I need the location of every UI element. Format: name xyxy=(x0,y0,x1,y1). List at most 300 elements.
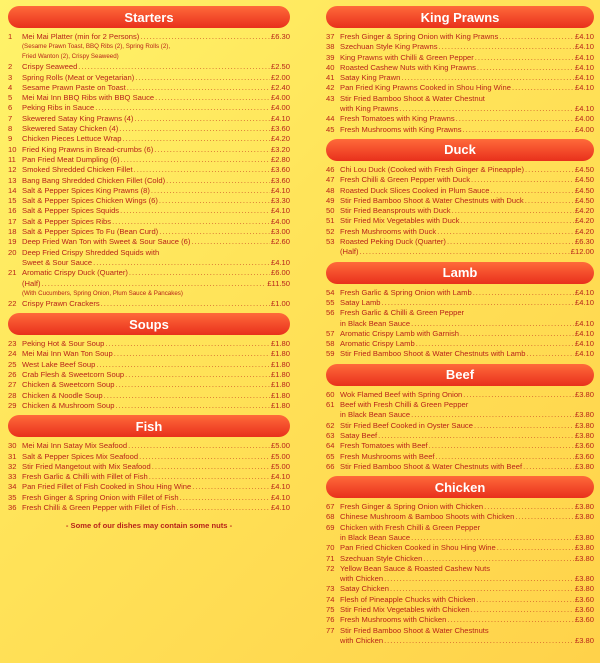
item-price: £4.10 xyxy=(574,42,594,52)
item-price: £4.20 xyxy=(574,226,594,236)
menu-item xyxy=(326,595,594,605)
item-number: 32 xyxy=(8,461,17,471)
section-header-chicken: Chicken xyxy=(326,476,594,498)
item-price: £3.60 xyxy=(574,441,594,451)
item-name: Chicken Pieces Lettuce Wrap xyxy=(22,134,122,144)
item-price: £4.10 xyxy=(574,328,594,338)
item-name: Crab Flesh & Sweetcorn Soup xyxy=(22,370,125,380)
menu-item-continuation xyxy=(326,247,594,257)
item-number: 71 xyxy=(326,553,335,563)
leader-dots xyxy=(515,512,574,522)
item-name: Fresh Garlic & Chilli with Fillet of Fish xyxy=(22,472,148,482)
leader-dots xyxy=(384,574,574,584)
menu-item xyxy=(326,298,594,308)
item-name: Pan Fried King Prawns Cooked in Shou Hing Wine xyxy=(340,83,511,93)
menu-item xyxy=(8,370,290,380)
item-price: £4.10 xyxy=(574,32,594,41)
item-number: 3 xyxy=(8,72,13,82)
menu-item xyxy=(8,114,290,124)
menu-item xyxy=(326,329,594,339)
item-name: Pan Fried Meat Dumpling (6) xyxy=(22,154,120,164)
menu-item xyxy=(8,391,290,401)
item-name: Flesh of Pineapple Chucks with Chicken xyxy=(340,594,476,604)
item-name: in Black Bean Sauce xyxy=(340,318,411,328)
menu-item xyxy=(8,462,290,472)
item-number: 43 xyxy=(326,93,335,103)
leader-dots xyxy=(135,73,270,83)
item-price: £4.20 xyxy=(270,134,290,144)
item-name: Stir Fried Bamboo Shoot & Water Chestnuts with Duck xyxy=(340,195,524,205)
menu-item xyxy=(326,175,594,185)
leader-dots xyxy=(447,615,574,625)
item-name: Aromatic Crispy Lamb with Garnish xyxy=(340,328,460,338)
item-price: £5.00 xyxy=(270,451,290,461)
leader-dots xyxy=(134,165,270,175)
leader-dots xyxy=(140,32,270,42)
leader-dots xyxy=(463,390,574,400)
nuts-warning: - Some of our dishes may contain some nuts - xyxy=(65,521,233,531)
item-number: 21 xyxy=(8,268,17,278)
item-name: Sesame Prawn Paste on Toast xyxy=(22,82,126,92)
item-price: £3.80 xyxy=(574,574,594,584)
leader-dots xyxy=(436,452,574,462)
item-number: 7 xyxy=(8,113,13,123)
menu-item xyxy=(326,206,594,216)
item-name: Satay Chicken xyxy=(340,584,389,594)
section-beef xyxy=(326,364,594,472)
item-name: with Chicken xyxy=(340,635,384,645)
item-price: £4.00 xyxy=(270,216,290,226)
menu-item xyxy=(8,452,290,462)
item-number: 47 xyxy=(326,175,335,185)
item-price: £3.80 xyxy=(574,532,594,542)
menu-item xyxy=(8,145,290,155)
menu-item xyxy=(8,165,290,175)
menu-item xyxy=(326,564,594,574)
item-price: £4.10 xyxy=(270,257,290,267)
menu-item xyxy=(326,441,594,451)
item-price: £3.60 xyxy=(270,165,290,175)
item-number: 23 xyxy=(8,339,17,349)
leader-dots xyxy=(166,176,270,186)
item-price: £3.80 xyxy=(574,461,594,471)
menu-item xyxy=(326,554,594,564)
item-price: £4.10 xyxy=(574,83,594,93)
item-number: 60 xyxy=(326,389,335,399)
menu-item xyxy=(326,94,594,104)
menu-item xyxy=(326,216,594,226)
leader-dots xyxy=(101,299,270,309)
item-name: Crispy Prawn Crackers xyxy=(22,298,100,308)
menu-item xyxy=(8,299,290,309)
leader-dots xyxy=(191,237,270,247)
item-number: 69 xyxy=(326,522,335,532)
item-price: £3.80 xyxy=(574,430,594,440)
item-price: £3.80 xyxy=(574,635,594,645)
item-name: Aromatic Crispy Duck (Quarter) xyxy=(22,268,128,278)
leader-dots xyxy=(423,554,574,564)
menu-item xyxy=(8,93,290,103)
leader-dots xyxy=(192,482,270,492)
leader-dots xyxy=(475,53,574,63)
item-price: £1.00 xyxy=(270,298,290,308)
item-number: 13 xyxy=(8,175,17,185)
menu-item xyxy=(8,441,290,451)
leader-dots xyxy=(474,421,574,431)
item-number: 55 xyxy=(326,297,335,307)
menu-item xyxy=(326,83,594,93)
item-price: £3.80 xyxy=(574,502,594,512)
leader-dots xyxy=(155,93,270,103)
item-price: £4.00 xyxy=(270,103,290,113)
item-name: Fresh Garlic & Chilli & Green Pepper xyxy=(340,308,465,318)
menu-item xyxy=(326,63,594,73)
item-number: 68 xyxy=(326,512,335,522)
menu-item xyxy=(8,32,290,42)
leader-dots xyxy=(523,462,574,472)
leader-dots xyxy=(484,502,574,512)
menu-item xyxy=(326,523,594,533)
item-number: 11 xyxy=(8,154,16,164)
item-number: 46 xyxy=(326,164,335,174)
menu-item xyxy=(8,73,290,83)
menu-item xyxy=(8,227,290,237)
menu-item-continuation xyxy=(326,410,594,420)
item-name: Fresh Mushrooms with Chicken xyxy=(340,615,447,625)
leader-dots xyxy=(525,196,574,206)
leader-dots xyxy=(78,62,270,72)
item-price: £3.80 xyxy=(574,584,594,594)
leader-dots xyxy=(390,584,574,594)
item-name: Stir Fried Mix Vegetables with Duck xyxy=(340,216,460,226)
item-price: £4.10 xyxy=(574,349,594,359)
item-number: 62 xyxy=(326,420,335,430)
section-header-king-prawns: King Prawns xyxy=(326,6,594,28)
item-price: £4.10 xyxy=(574,104,594,114)
item-name: Salt & Pepper Spices Chicken Wings (6) xyxy=(22,196,158,206)
section-header-fish: Fish xyxy=(8,415,290,437)
menu-item xyxy=(8,401,290,411)
item-name: Stir Fried Bamboo Shoot & Water Chestnuts xyxy=(340,625,489,635)
item-number: 2 xyxy=(8,62,13,72)
menu-item-continuation xyxy=(326,104,594,114)
item-number: 31 xyxy=(8,451,17,461)
item-name: Chicken & Noodle Soup xyxy=(22,390,103,400)
item-number: 57 xyxy=(326,328,335,338)
leader-dots xyxy=(384,636,574,646)
item-price: £4.10 xyxy=(574,62,594,72)
menu-item xyxy=(8,176,290,186)
item-price: £3.60 xyxy=(574,615,594,625)
item-price: £4.10 xyxy=(574,339,594,349)
item-price: £1.80 xyxy=(270,390,290,400)
item-number: 53 xyxy=(326,237,335,247)
item-number: 52 xyxy=(326,226,335,236)
item-price: £3.80 xyxy=(574,553,594,563)
item-number: 54 xyxy=(326,287,335,297)
item-number: 22 xyxy=(8,298,17,308)
leader-dots xyxy=(112,217,270,227)
item-price: £3.80 xyxy=(574,543,594,553)
section-chicken xyxy=(326,476,594,646)
leader-dots xyxy=(134,114,270,124)
leader-dots xyxy=(128,441,270,451)
item-name: Fresh Tomatoes with Beef xyxy=(340,441,428,451)
item-number: 1 xyxy=(8,32,13,41)
item-price: £4.10 xyxy=(574,297,594,307)
leader-dots xyxy=(152,462,270,472)
item-number: 38 xyxy=(326,42,335,52)
item-name: with King Prawns xyxy=(340,104,399,114)
item-name: Fresh Mushrooms with Beef xyxy=(340,451,435,461)
item-price: £4.20 xyxy=(574,216,594,226)
leader-dots xyxy=(125,370,270,380)
item-number: 9 xyxy=(8,134,13,144)
menu-item xyxy=(326,308,594,318)
leader-dots xyxy=(151,186,270,196)
item-name: Chicken & Sweetcorn Soup xyxy=(22,380,115,390)
leader-dots xyxy=(180,493,270,503)
leader-dots xyxy=(121,155,270,165)
item-name: Chi Lou Duck (Cooked with Fresh Ginger & Pineapple) xyxy=(340,164,525,174)
item-price: £4.10 xyxy=(574,52,594,62)
item-price: £3.60 xyxy=(574,451,594,461)
item-price: £3.60 xyxy=(574,594,594,604)
item-price: £4.10 xyxy=(270,492,290,502)
item-name: Stir Fried Bamboo Shoot & Water Chestnuts with Lamb xyxy=(340,349,526,359)
item-name: Satay King Prawn xyxy=(340,73,401,83)
item-name: Salt & Pepper Spices To Fu (Bean Curd) xyxy=(22,227,159,237)
menu-item xyxy=(326,584,594,594)
item-number: 15 xyxy=(8,196,17,206)
item-price: £6.30 xyxy=(270,32,290,41)
leader-dots xyxy=(96,360,270,370)
item-number: 40 xyxy=(326,62,335,72)
leader-dots xyxy=(177,503,270,513)
item-note: (With Cucumbers, Spring Onion, Plum Sauce & Pancakes) xyxy=(22,289,183,297)
menu-item xyxy=(326,543,594,553)
item-price: £4.10 xyxy=(270,185,290,195)
menu-item xyxy=(8,83,290,93)
item-name: Salt & Pepper Spices Ribs xyxy=(22,216,112,226)
section-fish xyxy=(8,415,290,513)
item-price: £3.80 xyxy=(574,420,594,430)
item-price: £4.10 xyxy=(270,482,290,492)
item-price: £3.30 xyxy=(270,196,290,206)
item-number: 66 xyxy=(326,461,335,471)
menu-item xyxy=(8,380,290,390)
item-number: 59 xyxy=(326,349,335,359)
leader-dots xyxy=(512,83,574,93)
leader-dots xyxy=(525,165,574,175)
item-name: in Black Bean Sauce xyxy=(340,532,411,542)
leader-dots xyxy=(429,441,574,451)
item-number: 50 xyxy=(326,206,335,216)
menu-item xyxy=(326,196,594,206)
leader-dots xyxy=(439,42,574,52)
item-name: Salt & Pepper Spices Squids xyxy=(22,206,120,216)
item-number: 37 xyxy=(326,32,335,41)
item-price: £1.80 xyxy=(270,339,290,349)
item-name: Roasted Cashew Nuts with King Prawns xyxy=(340,62,476,72)
item-name: (Half) xyxy=(340,247,359,257)
item-name: King Prawns with Chilli & Green Pepper xyxy=(340,52,474,62)
item-number: 36 xyxy=(8,502,17,512)
item-number: 4 xyxy=(8,82,13,92)
leader-dots xyxy=(447,237,574,247)
item-name: Bang Bang Shredded Chicken Fillet (Cold) xyxy=(22,175,166,185)
menu-item xyxy=(326,73,594,83)
item-number: 10 xyxy=(8,144,17,154)
section-header-duck: Duck xyxy=(326,139,594,161)
item-number: 26 xyxy=(8,370,17,380)
item-name: Satay Beef xyxy=(340,430,378,440)
leader-dots xyxy=(42,279,267,289)
leader-dots xyxy=(159,227,270,237)
leader-dots xyxy=(154,145,270,155)
item-number: 63 xyxy=(326,430,335,440)
item-number: 33 xyxy=(8,472,17,482)
item-number: 76 xyxy=(326,615,335,625)
leader-dots xyxy=(416,339,574,349)
leader-dots xyxy=(115,401,270,411)
item-number: 64 xyxy=(326,441,335,451)
menu-item xyxy=(326,186,594,196)
item-price: £4.50 xyxy=(574,175,594,185)
item-price: £1.80 xyxy=(270,380,290,390)
item-price: £3.60 xyxy=(270,124,290,134)
menu-item xyxy=(326,42,594,52)
item-name: Fresh Ginger & Spring Onion with King Prawns xyxy=(340,32,499,41)
item-name: Szechuan Style Chicken xyxy=(340,553,423,563)
leader-dots xyxy=(378,431,574,441)
item-name: Fresh Tomatoes with King Prawns xyxy=(340,114,455,124)
leader-dots xyxy=(115,380,270,390)
leader-dots xyxy=(360,247,570,257)
item-name: Smoked Shredded Chicken Fillet xyxy=(22,165,133,175)
section-king-prawns xyxy=(326,6,594,135)
item-number: 39 xyxy=(326,52,335,62)
item-price: £6.30 xyxy=(574,237,594,247)
item-name: Skewered Satay King Prawns (4) xyxy=(22,113,134,123)
item-price: £4.10 xyxy=(270,113,290,123)
section-header-starters: Starters xyxy=(8,6,290,28)
item-name: Deep Fried Crispy Shredded Squids with xyxy=(22,247,160,257)
leader-dots xyxy=(401,73,574,83)
item-price: £3.60 xyxy=(270,175,290,185)
item-name: Fresh Ginger & Spring Onion with Chicken xyxy=(340,502,484,512)
section-lamb xyxy=(326,262,594,360)
menu-item xyxy=(8,349,290,359)
leader-dots xyxy=(471,605,574,615)
item-price: £3.20 xyxy=(270,144,290,154)
item-name: Stir Fried Mix Vegetables with Chicken xyxy=(340,605,470,615)
menu-item xyxy=(326,421,594,431)
section-header-beef: Beef xyxy=(326,364,594,386)
item-price: £4.00 xyxy=(574,114,594,124)
menu-item xyxy=(326,32,594,42)
section-starters xyxy=(8,6,290,309)
item-name: Mei Mai Platter (min for 2 Persons) xyxy=(22,32,140,41)
item-number: 74 xyxy=(326,594,335,604)
item-name: Mei Mai Inn BBQ Ribs with BBQ Sauce xyxy=(22,93,155,103)
item-price: £2.00 xyxy=(270,72,290,82)
item-name: Beef with Fresh Chilli & Green Pepper xyxy=(340,400,469,410)
leader-dots xyxy=(95,103,270,113)
item-name: Salt & Pepper Spices Mix Seafood xyxy=(22,451,139,461)
item-number: 56 xyxy=(326,308,335,318)
menu-item-continuation xyxy=(8,258,290,268)
item-price: £2.40 xyxy=(270,82,290,92)
leader-dots xyxy=(452,206,574,216)
menu-item xyxy=(8,339,290,349)
menu-item xyxy=(326,165,594,175)
leader-dots xyxy=(120,206,270,216)
item-price: £4.10 xyxy=(574,287,594,297)
item-name: Aromatic Crispy Lamb xyxy=(340,339,415,349)
menu-item xyxy=(326,462,594,472)
item-price: £3.80 xyxy=(574,389,594,399)
menu-item xyxy=(8,217,290,227)
item-number: 42 xyxy=(326,83,335,93)
menu-item xyxy=(8,103,290,113)
item-name: Stir Fried Bamboo Shoot & Water Chestnuts with Beef xyxy=(340,461,523,471)
item-note: Fried Wanton (2), Crispy Seaweed) xyxy=(22,53,119,61)
menu-item xyxy=(326,615,594,625)
item-name: Stir Fried Beansprouts with Duck xyxy=(340,206,451,216)
leader-dots xyxy=(526,349,574,359)
left-column xyxy=(8,6,290,530)
item-name: Fresh Garlic & Spring Onion with Lamb xyxy=(340,287,472,297)
item-name: (Half) xyxy=(22,278,41,288)
leader-dots xyxy=(105,339,270,349)
item-name: Stir Fried Mangetout with Mix Seafood xyxy=(22,461,151,471)
menu-item-continuation xyxy=(326,533,594,543)
item-name: Fresh Chilli & Green Pepper with Duck xyxy=(340,175,470,185)
item-name: Fresh Ginger & Spring Onion with Fillet of Fish xyxy=(22,492,179,502)
item-name: Chinese Mushroom & Bamboo Shoots with Chicken xyxy=(340,512,515,522)
menu-item xyxy=(8,268,290,278)
right-column xyxy=(326,6,594,650)
menu-item xyxy=(326,431,594,441)
section-duck xyxy=(326,139,594,258)
item-name: Satay Lamb xyxy=(340,297,381,307)
menu-item xyxy=(8,186,290,196)
item-price: £12.00 xyxy=(570,247,594,257)
item-price: £4.50 xyxy=(574,185,594,195)
menu-item-continuation xyxy=(326,574,594,584)
item-name: Sweet & Sour Sauce xyxy=(22,257,93,267)
item-number: 6 xyxy=(8,103,13,113)
menu-item xyxy=(8,62,290,72)
menu-item xyxy=(326,114,594,124)
menu-item xyxy=(8,196,290,206)
item-name: West Lake Beef Soup xyxy=(22,359,96,369)
item-number: 51 xyxy=(326,216,335,226)
item-price: £3.80 xyxy=(574,512,594,522)
leader-dots xyxy=(114,349,270,359)
item-price: £4.10 xyxy=(270,502,290,512)
item-number: 24 xyxy=(8,349,17,359)
item-number: 16 xyxy=(8,206,17,216)
menu-item xyxy=(8,248,290,258)
leader-dots xyxy=(411,319,574,329)
item-number: 27 xyxy=(8,380,17,390)
item-name: Chicken with Fresh Chilli & Green Pepper xyxy=(340,522,481,532)
item-number: 75 xyxy=(326,605,335,615)
item-price: £4.10 xyxy=(574,318,594,328)
leader-dots xyxy=(437,227,574,237)
